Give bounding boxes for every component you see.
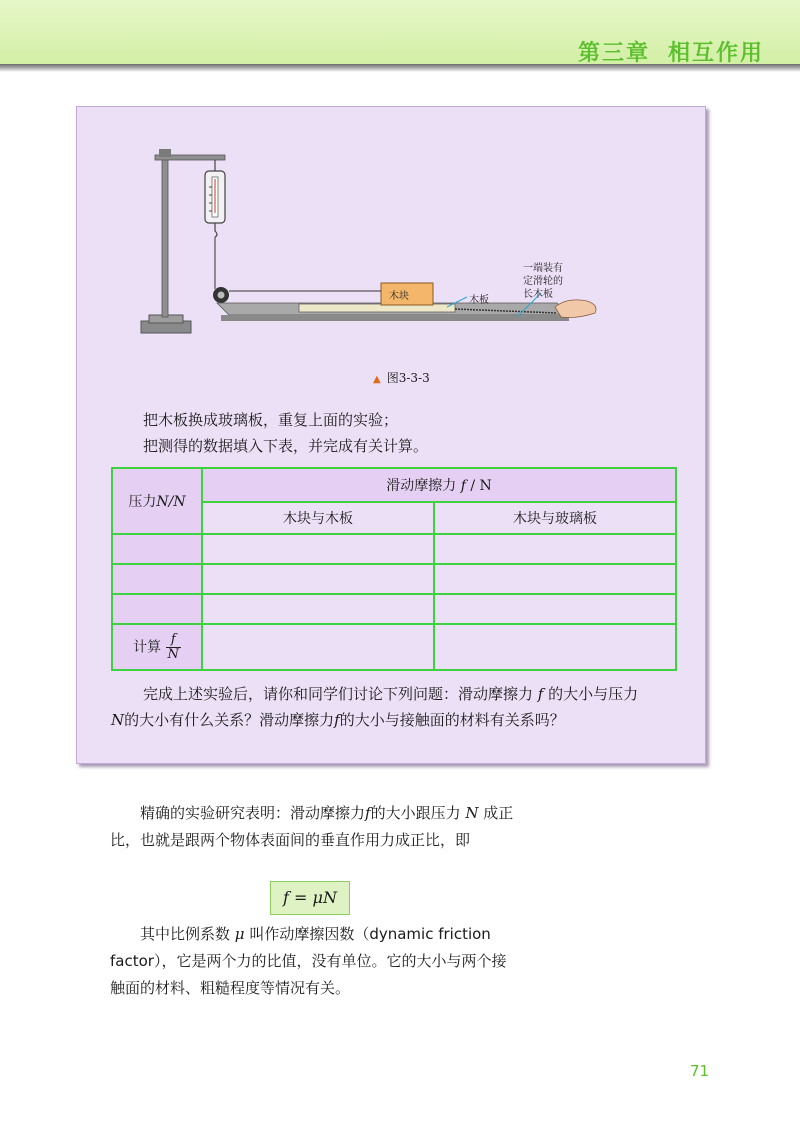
stand-pole [162,153,168,317]
instruction-2: 把测得的数据填入下表，并完成有关计算。 [143,437,429,455]
chapter-heading [578,36,764,67]
caption-triangle-icon: ▲ [373,374,381,385]
friction-formula: f = μN [270,881,350,915]
chapter-title: 相互作用 [667,41,764,66]
board-label: 木板 [469,295,489,306]
hand [555,300,596,318]
col-wood-header: 木块与木板 [202,502,434,534]
body-paragraph-1: 精确的实验研究表明：滑动摩擦力f的大小跟压力 N 成正比，也就是跟两个物体表面间的垂直作用力成正比，即 [110,804,514,849]
calc-label-cell: 计算 $\frac{f}{N}$ [112,624,202,670]
block-label: 木块 [389,291,409,302]
activity-box [76,106,706,764]
table-row [112,534,676,564]
figure-caption [373,369,430,386]
friction-header-cell: 滑动摩擦力 f / N [202,468,676,502]
long-board-label-2: 定滑轮的 [523,276,563,287]
table-row [112,564,676,594]
caption-text: 图3-3-3 [386,371,430,385]
data-table [111,467,677,671]
long-board-label-3: 长木板 [523,289,553,300]
calc-row [112,624,676,670]
question-line-1: 完成上述实验后，请你和同学们讨论下列问题：滑动摩擦力 f 的大小与压力 [143,685,639,703]
chapter-number: 第三章 [577,41,650,66]
experiment-figure [137,137,657,347]
body-paragraph-2: 其中比例系数 μ 叫作动摩擦因数（dynamic friction factor），它是两个力的比值，没有单位。它的大小与两个接触面的材料、粗糙程度等情况有关。 [110,925,507,997]
col-glass-header: 木块与玻璃板 [434,502,676,534]
long-board-label-1: 一端装有 [523,263,563,274]
instruction-1: 把木板换成玻璃板，重复上面的实验； [143,411,399,429]
pressure-header-cell: 压力N/N [112,468,202,534]
question-line-2: N的大小有什么关系？滑动摩擦力f的大小与接触面的材料有关系吗？ [111,711,565,729]
table-row [112,594,676,624]
page-number: 71 [690,1062,710,1080]
